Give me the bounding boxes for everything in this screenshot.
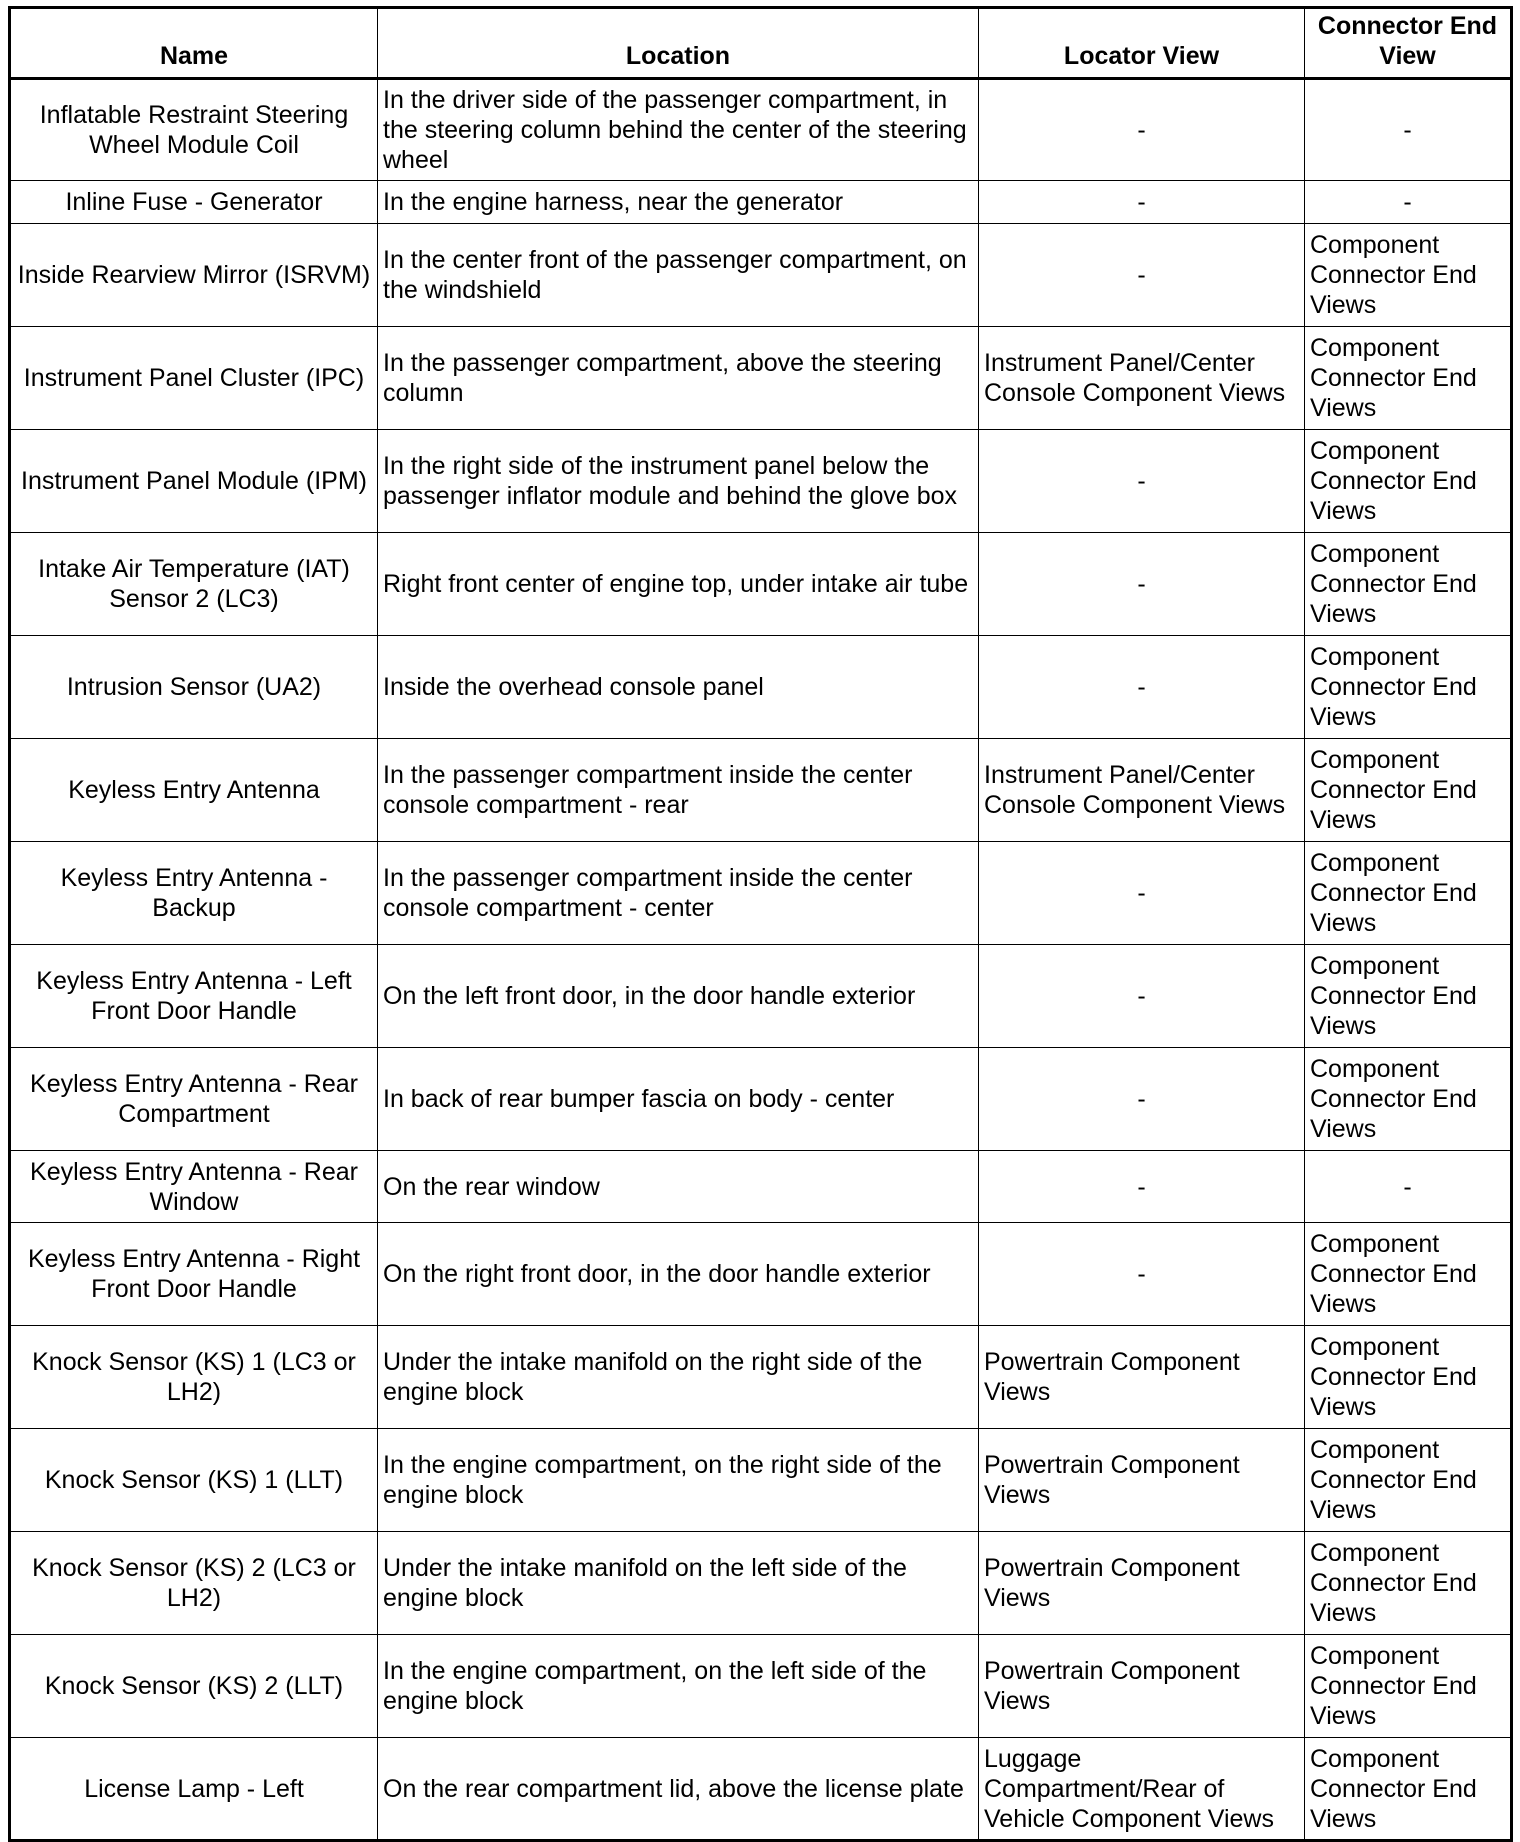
row-connector-end-view: Component Connector End Views xyxy=(1305,636,1512,739)
row-locator-view: Instrument Panel/Center Console Component Views xyxy=(979,327,1305,430)
row-location: In the right side of the instrument panel below the passenger inflator module and behind the glove box xyxy=(378,430,979,533)
row-name: Inflatable Restraint Steering Wheel Module Coil xyxy=(10,79,378,181)
table-row xyxy=(10,533,1512,636)
row-locator-view: Powertrain Component Views xyxy=(979,1326,1305,1429)
row-connector-end-view: - xyxy=(1305,181,1512,224)
row-location: On the rear window xyxy=(378,1151,979,1223)
table-row xyxy=(10,1151,1512,1223)
row-name: Keyless Entry Antenna - Rear Window xyxy=(10,1151,378,1223)
row-location: In the passenger compartment inside the center console compartment - center xyxy=(378,842,979,945)
row-location: In the passenger compartment inside the center console compartment - rear xyxy=(378,739,979,842)
row-location: On the rear compartment lid, above the license plate xyxy=(378,1738,979,1841)
row-locator-view: - xyxy=(979,430,1305,533)
table-row xyxy=(10,1429,1512,1532)
row-connector-end-view: Component Connector End Views xyxy=(1305,430,1512,533)
row-connector-end-view: Component Connector End Views xyxy=(1305,1223,1512,1326)
row-name: Keyless Entry Antenna - Rear Compartment xyxy=(10,1048,378,1151)
row-locator-view: Powertrain Component Views xyxy=(979,1635,1305,1738)
row-locator-view: Powertrain Component Views xyxy=(979,1429,1305,1532)
table-row xyxy=(10,327,1512,430)
row-name: Keyless Entry Antenna - Left Front Door Handle xyxy=(10,945,378,1048)
row-location: Under the intake manifold on the left side of the engine block xyxy=(378,1532,979,1635)
row-location: On the right front door, in the door handle exterior xyxy=(378,1223,979,1326)
table-row xyxy=(10,79,1512,181)
table-row xyxy=(10,739,1512,842)
row-connector-end-view: Component Connector End Views xyxy=(1305,1429,1512,1532)
row-connector-end-view: Component Connector End Views xyxy=(1305,327,1512,430)
table-row xyxy=(10,945,1512,1048)
table-row xyxy=(10,224,1512,327)
row-name: Knock Sensor (KS) 2 (LLT) xyxy=(10,1635,378,1738)
row-connector-end-view: Component Connector End Views xyxy=(1305,739,1512,842)
row-location: In the center front of the passenger compartment, on the windshield xyxy=(378,224,979,327)
row-name: Intrusion Sensor (UA2) xyxy=(10,636,378,739)
row-locator-view: - xyxy=(979,636,1305,739)
component-locator-table xyxy=(8,6,1513,1842)
component-locator-sheet xyxy=(8,6,1510,1842)
row-connector-end-view: Component Connector End Views xyxy=(1305,1048,1512,1151)
row-locator-view: - xyxy=(979,945,1305,1048)
row-locator-view: Instrument Panel/Center Console Component Views xyxy=(979,739,1305,842)
row-connector-end-view: Component Connector End Views xyxy=(1305,224,1512,327)
row-connector-end-view: Component Connector End Views xyxy=(1305,842,1512,945)
row-name: Knock Sensor (KS) 2 (LC3 or LH2) xyxy=(10,1532,378,1635)
table-body xyxy=(10,79,1512,1841)
table-row xyxy=(10,1223,1512,1326)
row-name: Keyless Entry Antenna - Backup xyxy=(10,842,378,945)
header-row xyxy=(10,8,1512,79)
row-location: Inside the overhead console panel xyxy=(378,636,979,739)
row-locator-view: - xyxy=(979,1151,1305,1223)
row-name: Keyless Entry Antenna - Right Front Door Handle xyxy=(10,1223,378,1326)
row-location: In the engine compartment, on the left side of the engine block xyxy=(378,1635,979,1738)
row-locator-view: - xyxy=(979,1223,1305,1326)
row-locator-view: - xyxy=(979,79,1305,181)
row-location: On the left front door, in the door handle exterior xyxy=(378,945,979,1048)
row-connector-end-view: Component Connector End Views xyxy=(1305,945,1512,1048)
table-row xyxy=(10,1635,1512,1738)
table-row xyxy=(10,1532,1512,1635)
header-locator-view: Locator View xyxy=(979,8,1305,79)
row-connector-end-view: - xyxy=(1305,1151,1512,1223)
row-name: License Lamp - Left xyxy=(10,1738,378,1841)
row-connector-end-view: Component Connector End Views xyxy=(1305,1532,1512,1635)
row-location: In the passenger compartment, above the steering column xyxy=(378,327,979,430)
table-row xyxy=(10,181,1512,224)
table-row xyxy=(10,842,1512,945)
row-connector-end-view: - xyxy=(1305,79,1512,181)
row-connector-end-view: Component Connector End Views xyxy=(1305,1738,1512,1841)
row-locator-view: - xyxy=(979,1048,1305,1151)
row-locator-view: - xyxy=(979,533,1305,636)
row-name: Instrument Panel Module (IPM) xyxy=(10,430,378,533)
row-name: Knock Sensor (KS) 1 (LLT) xyxy=(10,1429,378,1532)
table-row xyxy=(10,1048,1512,1151)
header-name: Name xyxy=(10,8,378,79)
row-location: Right front center of engine top, under intake air tube xyxy=(378,533,979,636)
row-connector-end-view: Component Connector End Views xyxy=(1305,1635,1512,1738)
row-location: In the driver side of the passenger compartment, in the steering column behind the center of the steering wheel xyxy=(378,79,979,181)
row-connector-end-view: Component Connector End Views xyxy=(1305,533,1512,636)
row-locator-view: Luggage Compartment/Rear of Vehicle Component Views xyxy=(979,1738,1305,1841)
row-locator-view: - xyxy=(979,842,1305,945)
row-name: Knock Sensor (KS) 1 (LC3 or LH2) xyxy=(10,1326,378,1429)
row-locator-view: - xyxy=(979,224,1305,327)
header-location: Location xyxy=(378,8,979,79)
row-name: Inline Fuse - Generator xyxy=(10,181,378,224)
row-location: In the engine compartment, on the right side of the engine block xyxy=(378,1429,979,1532)
row-location: In back of rear bumper fascia on body - center xyxy=(378,1048,979,1151)
row-name: Intake Air Temperature (IAT) Sensor 2 (LC3) xyxy=(10,533,378,636)
row-locator-view: Powertrain Component Views xyxy=(979,1532,1305,1635)
row-name: Keyless Entry Antenna xyxy=(10,739,378,842)
table-row xyxy=(10,1738,1512,1841)
row-name: Instrument Panel Cluster (IPC) xyxy=(10,327,378,430)
header-connector-end-view: Connector End View xyxy=(1305,8,1512,79)
row-location: In the engine harness, near the generator xyxy=(378,181,979,224)
row-location: Under the intake manifold on the right side of the engine block xyxy=(378,1326,979,1429)
row-name: Inside Rearview Mirror (ISRVM) xyxy=(10,224,378,327)
row-locator-view: - xyxy=(979,181,1305,224)
table-row xyxy=(10,1326,1512,1429)
row-connector-end-view: Component Connector End Views xyxy=(1305,1326,1512,1429)
table-row xyxy=(10,636,1512,739)
table-row xyxy=(10,430,1512,533)
